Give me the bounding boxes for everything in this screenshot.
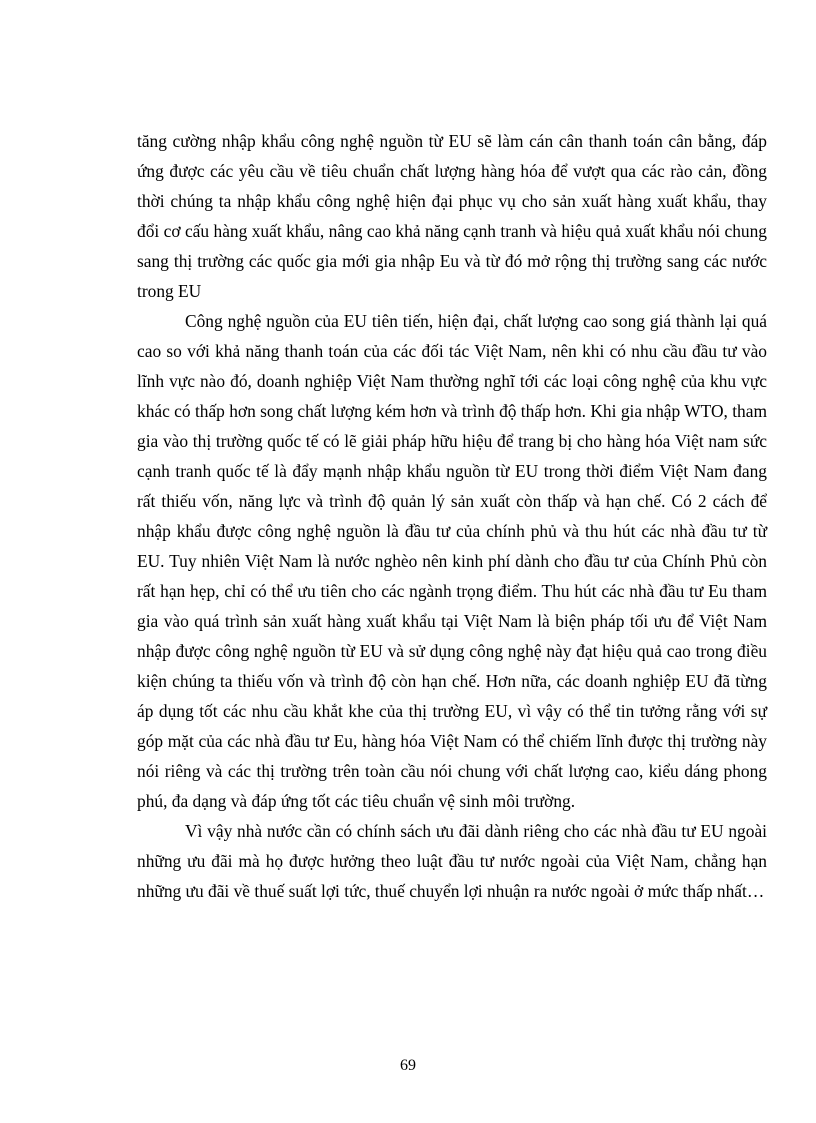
page-number: 69 <box>400 1057 416 1074</box>
paragraph-1: tăng cường nhập khẩu công nghệ nguồn từ EU sẽ làm cán cân thanh toán cân bằng, đáp ứng được các yêu cầu về tiêu chuẩn chất lượng hàng hóa để vượt qua các rào cản, đồng thời chúng ta nhập khẩu công nghệ hiện đại phục vụ cho sản xuất hàng xuất khẩu, thay đổi cơ cấu hàng xuất khẩu, nâng cao khả năng cạnh tranh và hiệu quả xuất khẩu nói chung sang thị trường các quốc gia mới gia nhập Eu và từ đó mở rộng thị trường sang các nước trong EU <box>137 131 767 301</box>
paragraph-2: Công nghệ nguồn của EU tiên tiến, hiện đại, chất lượng cao song giá thành lại quá cao so với khả năng thanh toán của các đối tác Việt Nam, nên khi có nhu cầu đầu tư vào lĩnh vực nào đó, doanh nghiệp Việt Nam thường nghĩ tới các loại công nghệ của khu vực khác có thấp hơn song chất lượng kém hơn và trình độ thấp hơn. Khi gia nhập WTO, tham gia vào thị trường quốc tế có lẽ giải pháp hữu hiệu để trang bị cho hàng hóa Việt nam sức cạnh tranh quốc tế là đẩy mạnh nhập khẩu nguồn từ EU trong thời điểm Việt Nam đang rất thiếu vốn, năng lực và trình độ quản lý sản xuất còn thấp và hạn chế. Có 2 cách để nhập khẩu được công nghệ nguồn là đầu tư của chính phủ và thu hút các nhà đầu tư từ EU. Tuy nhiên Việt Nam là nước nghèo nên kinh phí dành cho đầu tư của Chính Phủ còn rất hạn hẹp, chỉ có thể ưu tiên cho các ngành trọng điểm. Thu hút các nhà đầu tư Eu tham gia vào quá trình sản xuất hàng xuất khẩu tại Việt Nam là biện pháp tối ưu để Việt Nam nhập được công nghệ nguồn từ EU và sử dụng công nghệ này đạt hiệu quả cao trong điều kiện chúng ta thiếu vốn và trình độ còn hạn chế. Hơn nữa, các doanh nghiệp EU đã từng áp dụng tốt các nhu cầu khắt khe của thị trường EU, vì vậy có thể tin tưởng rằng với sự góp mặt của các nhà đầu tư Eu, hàng hóa Việt Nam có thể chiếm lĩnh được thị trường này nói riêng và các thị trường trên toàn cầu nói chung với chất lượng cao, kiểu dáng phong phú, đa dạng và đáp ứng tốt các tiêu chuẩn vệ sinh môi trường. <box>137 311 767 811</box>
body-text <box>137 126 767 906</box>
paragraph-3: Vì vậy nhà nước cần có chính sách ưu đãi dành riêng cho các nhà đầu tư EU ngoài những ưu đãi mà họ được hưởng theo luật đầu tư nước ngoài của Việt Nam, chẳng hạn những ưu đãi về thuế suất lợi tức, thuế chuyển lợi nhuận ra nước ngoài ở mức thấp nhất… <box>137 821 767 901</box>
